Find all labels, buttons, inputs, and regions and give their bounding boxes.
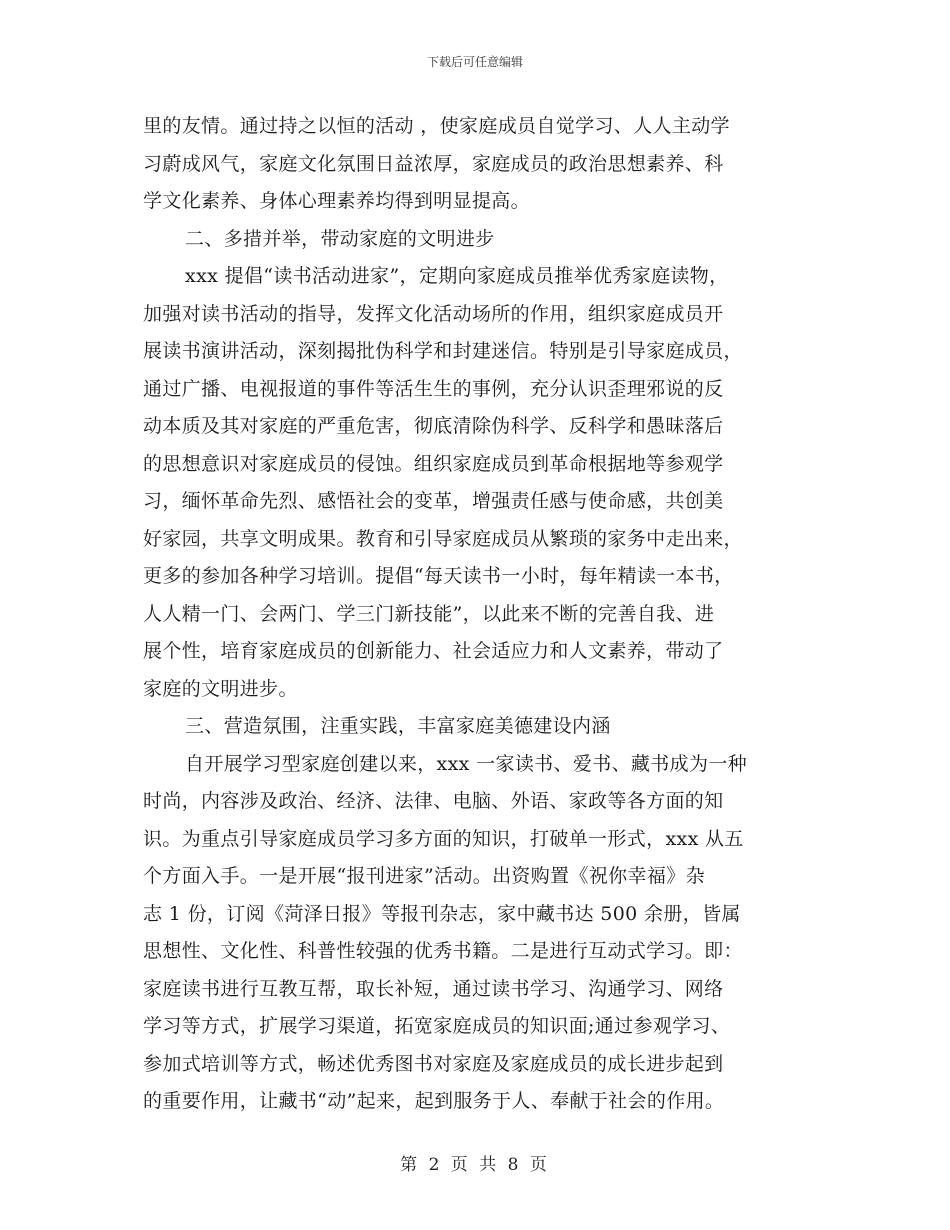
text-line: 家庭读书进行互教互帮，取长补短，通过读书学习、沟通学习、网络 <box>143 977 724 1000</box>
text-line: 的重要作用，让藏书“动”起来，起到服务于人、奉献于社会的作用。 <box>143 1090 725 1112</box>
text-line: 加强对读书活动的指导，发挥文化活动场所的作用，组织家庭成员开 <box>143 302 724 325</box>
text-line: 三、营造氛围，注重实践，丰富家庭美德建设内涵 <box>185 715 611 737</box>
text-line: 学文化素养、身体心理素养均得到明显提高。 <box>143 190 531 212</box>
text-line: 展个性，培育家庭成员的创新能力、社会适应力和人文素养，带动了 <box>143 640 724 662</box>
text-line: 思想性、文化性、科普性较强的优秀书籍。二是进行互动式学习。即： <box>143 940 743 962</box>
text-line: 习蔚成风气，家庭文化氛围日益浓厚，家庭成员的政治思想素养、科 <box>143 152 724 175</box>
text-line: 好家园，共享文明成果。教育和引导家庭成员从繁琐的家务中走出来， <box>143 527 743 550</box>
text-line: 人人精一门、会两门、学三门新技能”，以此来不断的完善自我、进 <box>143 602 715 625</box>
page-header: 下载后可任意编辑 <box>426 55 523 69</box>
text-line: 志 1 份，订阅《菏泽日报》等报刊杂志，家中藏书达 500 余册，皆属 <box>143 902 741 925</box>
text-line: xxx 提倡“读书活动进家”，定期向家庭成员推举优秀家庭读物， <box>185 265 729 287</box>
text-line: 的思想意识对家庭成员的侵蚀。组织家庭成员到革命根据地等参观学 <box>143 452 724 475</box>
text-line: 识。为重点引导家庭成员学习多方面的知识，打破单一形式，xxx 从五 <box>143 827 744 850</box>
text-line: 参加式培训等方式，畅述优秀图书对家庭及家庭成员的成长进步起到 <box>143 1052 724 1075</box>
text-line: 家庭的文明进步。 <box>143 677 298 700</box>
text-line: 更多的参加各种学习培训。提倡“每天读书一小时，每年精读一本书， <box>143 565 734 587</box>
page-footer: 第 2 页 共 8 页 <box>400 1155 550 1175</box>
text-line: 二、多措并举，带动家庭的文明进步 <box>185 227 495 250</box>
text-line: 个方面入手。一是开展“报刊进家”活动。出资购置《祝你幸福》杂 <box>143 865 705 887</box>
text-line: 习，缅怀革命先烈、感悟社会的变革，增强责任感与使命感，共创美 <box>143 490 724 512</box>
text-line: 通过广播、电视报道的事件等活生生的事例，充分认识歪理邪说的反 <box>143 377 724 400</box>
text-line: 自开展学习型家庭创建以来，xxx 一家读书、爱书、藏书成为一种 <box>185 752 748 775</box>
text-line: 展读书演讲活动，深刻揭批伪科学和封建迷信。特别是引导家庭成员， <box>143 340 743 362</box>
text-line: 动本质及其对家庭的严重危害，彻底清除伪科学、反科学和愚昧落后 <box>143 415 724 437</box>
document-body <box>143 108 813 1121</box>
text-line: 学习等方式，扩展学习渠道，拓宽家庭成员的知识面;通过参观学习、 <box>143 1015 731 1037</box>
text-line: 时尚，内容涉及政治、经济、法律、电脑、外语、家政等各方面的知 <box>143 790 724 812</box>
text-line: 里的友情。通过持之以恒的活动 ，使家庭成员自觉学习、人人主动学 <box>143 115 730 137</box>
